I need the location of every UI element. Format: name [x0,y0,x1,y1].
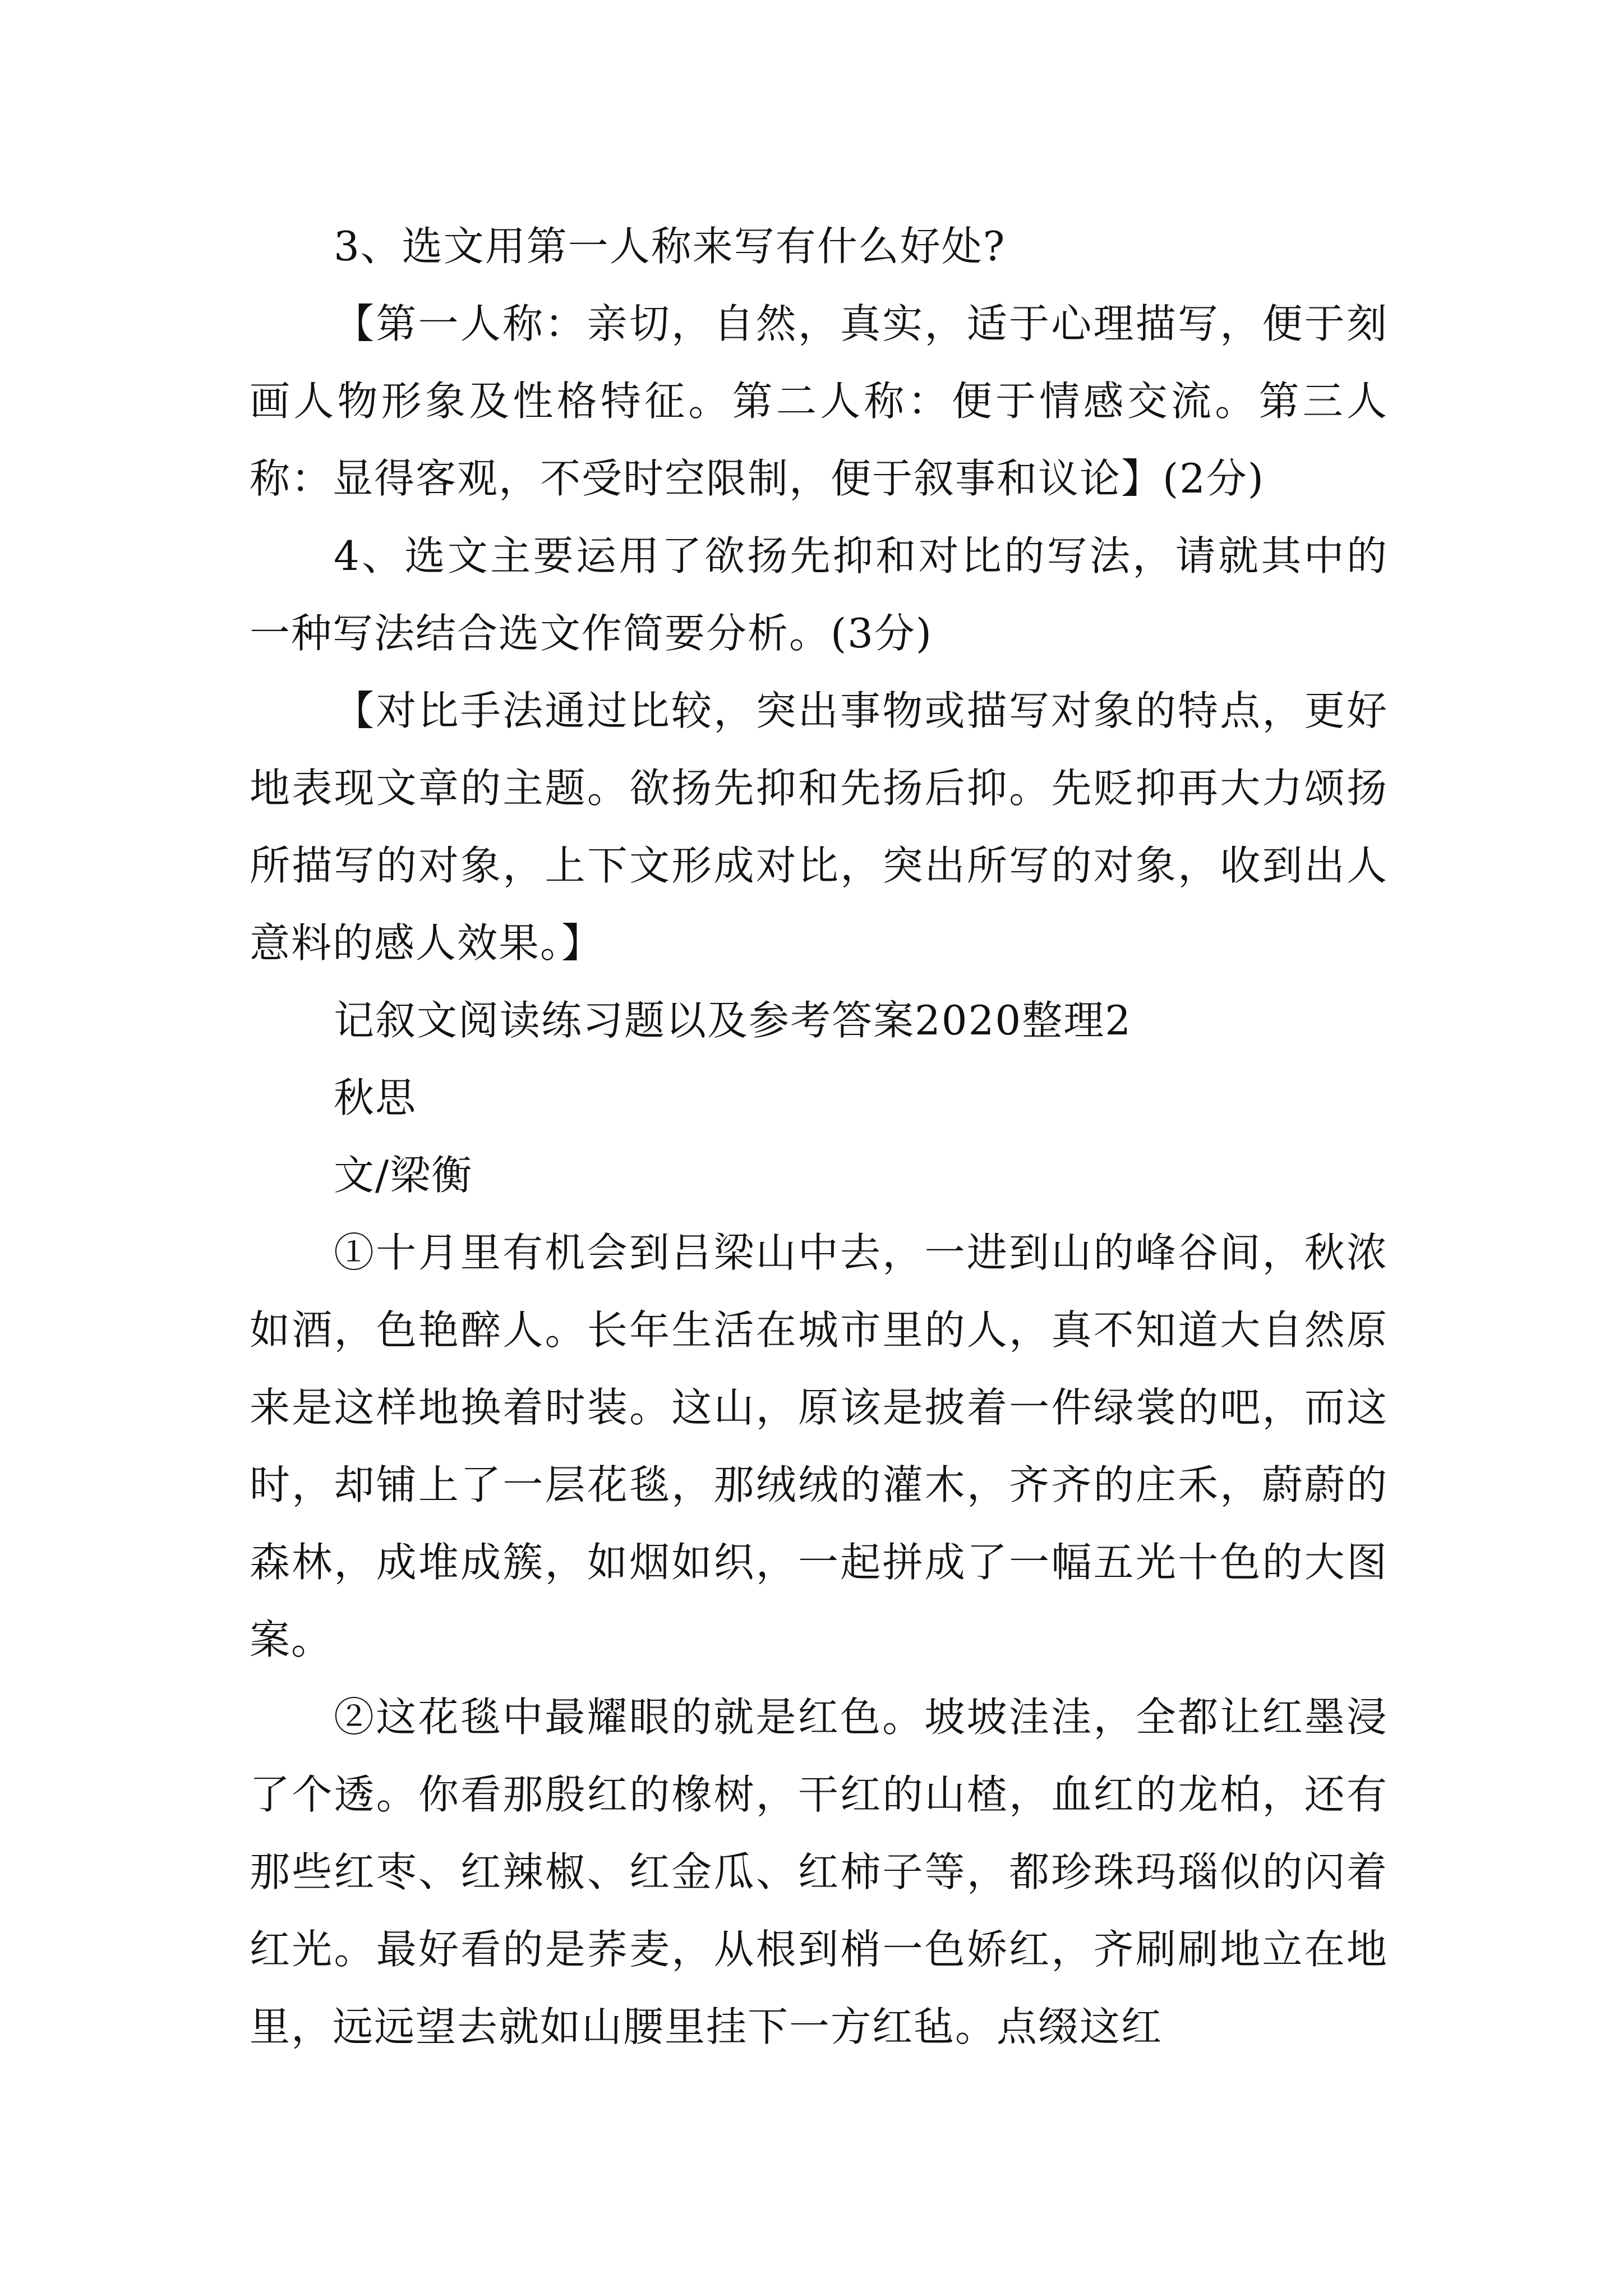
article-paragraph-2: ②这花毯中最耀眼的就是红色。坡坡洼洼，全都让红墨浸了个透。你看那殷红的橡树，干红的山楂，血红的龙柏，还有那些红枣、红辣椒、红金瓜、红柿子等，都珍珠玛瑙似的闪着红光。最好看的是荞麦，从根到梢一色娇红，齐刷刷地立在地里，远远望去就如山腰里挂下一方红毡。点缀这红 [250,1694,1388,2050]
section-heading: 记叙文阅读练习题以及参考答案2020整理2 [334,997,1132,1044]
question-4: 4、选文主要运用了欲扬先抑和对比的写法，请就其中的一种写法结合选文作简要分析。(3分) [250,532,1388,657]
article-paragraph-1: ①十月里有机会到吕梁山中去，一进到山的峰谷间，秋浓如酒，色艳醉人。长年生活在城市里的人，真不知道大自然原来是这样地换着时装。这山，原该是披着一件绿裳的吧，而这时，却铺上了一层花毯，那绒绒的灌木，齐齐的庄禾，蔚蔚的森林，成堆成簇，如烟如织，一起拼成了一幅五光十色的大图案。 [250,1229,1388,1663]
article-title: 秋思 [334,1074,417,1121]
document-body [250,208,1388,2065]
question-3: 3、选文用第一人称来写有什么好处? [334,223,1006,270]
answer-3: 【第一人称：亲切，自然，真实，适于心理描写，便于刻画人物形象及性格特征。第二人称：便于情感交流。第三人称：显得客观，不受时空限制，便于叙事和议论】(2分) [250,300,1388,502]
article-author: 文/梁衡 [334,1152,473,1199]
answer-4: 【对比手法通过比较，突出事物或描写对象的特点，更好地表现文章的主题。欲扬先抑和先扬后抑。先贬抑再大力颂扬所描写的对象，上下文形成对比，突出所写的对象，收到出人意料的感人效果。】 [250,687,1388,967]
